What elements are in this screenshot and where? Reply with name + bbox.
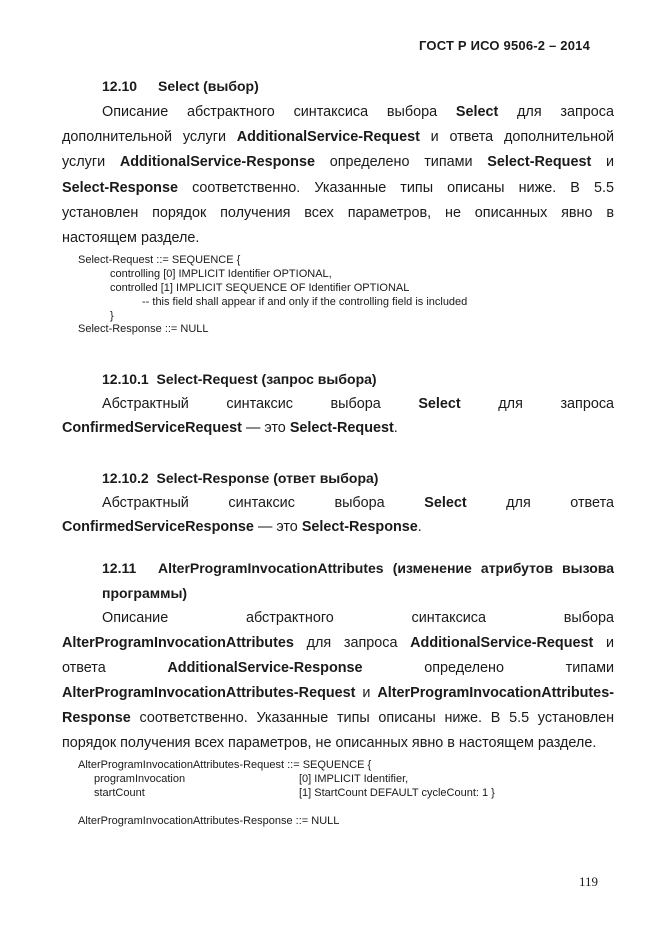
code-line: Select-Request ::= SEQUENCE {: [78, 254, 241, 266]
code-line: -- this field shall appear if and only if the controlling field is included: [142, 296, 468, 308]
code-line: [1] StartCount DEFAULT cycleCount: 1 }: [299, 787, 495, 799]
paragraph-line: порядок получения всех параметров, не описанных явно в настоящем разделе.: [62, 735, 597, 751]
document-header: ГОСТ Р ИСО 9506-2 – 2014: [419, 38, 590, 53]
paragraph-line: ConfirmedServiceResponse — это Select-Response.: [62, 519, 422, 535]
paragraph-line: Описание абстрактного синтаксиса выбора: [102, 610, 614, 626]
paragraph-line: Абстрактный синтаксис выбора Select для запроса: [102, 396, 615, 412]
section-heading-12-10-1: [102, 371, 377, 387]
code-line: AlterProgramInvocationAttributes-Response ::= NULL: [78, 815, 340, 827]
section-heading-12-10: [102, 78, 259, 94]
code-line: Select-Response ::= NULL: [78, 323, 209, 335]
paragraph-line: AlterProgramInvocationAttributes-Request и AlterProgramInvocationAttributes-: [62, 685, 614, 701]
section-number: 12.11: [102, 560, 137, 576]
code-line: controlling [0] IMPLICIT Identifier OPTIONAL,: [110, 268, 332, 280]
section-heading-12-11: [102, 560, 614, 576]
section-number: 12.10.2: [102, 470, 149, 486]
page-number: 119: [578, 874, 598, 889]
paragraph-line: Response соответственно. Указанные типы описаны ниже. В 5.5 установлен: [62, 710, 615, 726]
section-title: AlterProgramInvocationAttributes (изменение атрибутов вызова: [158, 560, 614, 576]
paragraph-line: Описание абстрактного синтаксиса выбора Select для запроса: [102, 104, 614, 120]
paragraph-line: Select-Response соответственно. Указанные типы описаны ниже. В 5.5: [62, 180, 615, 196]
section-title: Select-Response (ответ выбора): [156, 470, 379, 486]
section-number: 12.10: [102, 78, 138, 94]
paragraph-line: дополнительной услуги AdditionalService-Request и ответа дополнительной: [62, 129, 615, 145]
section-heading-12-10-2: [102, 470, 378, 486]
paragraph-line: услуги AdditionalService-Response определено типами Select-Request и: [62, 154, 615, 170]
code-line: }: [110, 310, 114, 322]
code-line: AlterProgramInvocationAttributes-Request ::= SEQUENCE {: [78, 759, 372, 771]
code-line: controlled [1] IMPLICIT SEQUENCE OF Identifier OPTIONAL: [110, 282, 410, 294]
paragraph-line: AlterProgramInvocationAttributes для запроса AdditionalService-Request и: [62, 635, 615, 651]
paragraph-line: ConfirmedServiceRequest — это Select-Request.: [62, 420, 398, 436]
section-number: 12.10.1: [102, 371, 149, 387]
section-title: Select-Request (запрос выбора): [156, 371, 377, 387]
code-line: programInvocation: [94, 773, 186, 785]
section-title-cont: программы): [102, 585, 188, 601]
code-line: [0] IMPLICIT Identifier,: [299, 773, 409, 785]
section-title: Select (выбор): [158, 78, 259, 94]
paragraph-line: установлен порядок получения всех параметров, не описанных явно в: [62, 205, 614, 221]
code-line: startCount: [94, 787, 145, 799]
paragraph-line: Абстрактный синтаксис выбора Select для ответа: [102, 495, 615, 511]
paragraph-line: настоящем разделе.: [62, 230, 200, 246]
paragraph-line: ответа AdditionalService-Response определено типами: [62, 660, 614, 676]
